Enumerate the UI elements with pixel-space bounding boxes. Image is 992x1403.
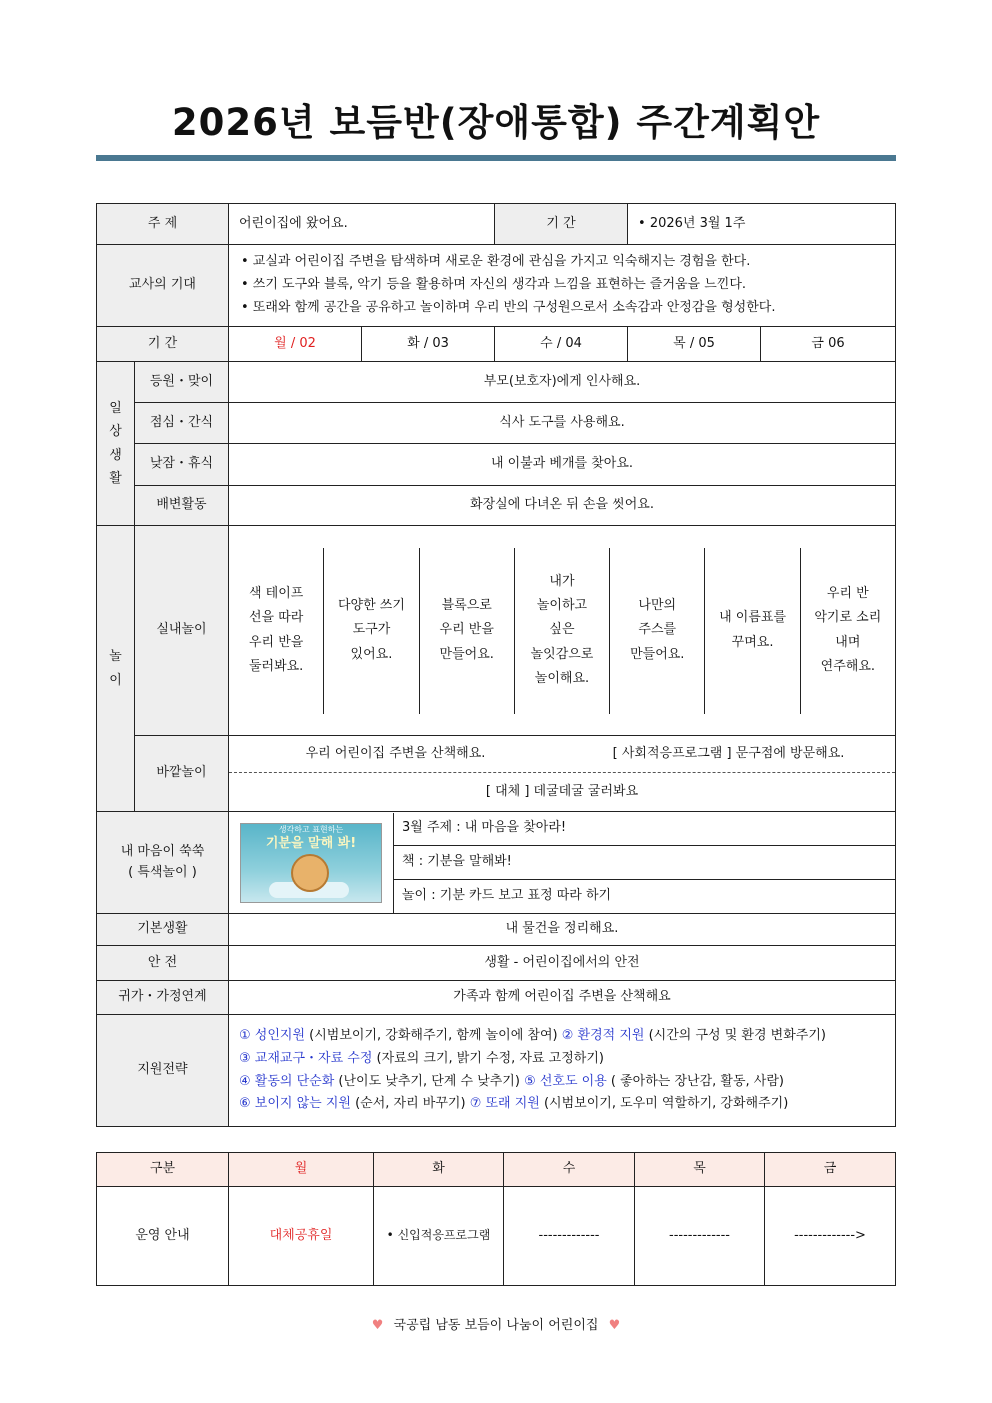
- safety-label: 안 전: [97, 946, 229, 981]
- footer-text: 국공립 남동 보듬이 나눔이 어린이집: [393, 1318, 599, 1333]
- strategy-line: ④ 활동의 단순화 (난이도 낮추기, 단계 수 낮추기) ⑤ 선호도 이용 ( 좋아하는 장난감, 활동, 사람): [239, 1073, 784, 1089]
- days-label: 기 간: [97, 327, 229, 362]
- daily-label: 낮잠・휴식: [135, 444, 229, 486]
- daily-label: 배변활동: [135, 486, 229, 526]
- strategy-label: 지원전략: [97, 1015, 229, 1127]
- ops-header: 목: [635, 1153, 765, 1187]
- outdoor-alternative: [ 대체 ] 데굴데굴 굴러봐요: [485, 783, 639, 799]
- ops-thu: -------------: [635, 1187, 765, 1286]
- daily-label: 점심・간식: [135, 403, 229, 444]
- teacher-line: • 쓰기 도구와 블록, 악기 등을 활용하며 자신의 생각과 느낌을 표현하는 즐거움을 느낀다.: [241, 277, 747, 293]
- basic-value: 내 물건을 정리해요.: [229, 914, 896, 946]
- strategy-line: ① 성인지원 (시범보이기, 강화해주기, 함께 놀이에 참여) ② 환경적 지원 (시간의 구성 및 환경 변화주기): [239, 1028, 826, 1043]
- indoor-play-item: 내가 놀이하고 싶은 놀잇감으로 놀이해요.: [515, 548, 610, 714]
- daily-value: 화장실에 다녀온 뒤 손을 씻어요.: [229, 486, 896, 526]
- ops-row-label: 운영 안내: [97, 1187, 229, 1286]
- special-label: 내 마음이 쑥쑥 ( 특색놀이 ): [97, 812, 229, 914]
- daily-value: 부모(보호자)에게 인사해요.: [229, 362, 896, 403]
- strategy-line: ⑥ 보이지 않는 지원 (순서, 자리 바꾸기) ⑦ 또래 지원 (시범보이기, 도우미 역할하기, 강화해주기): [239, 1096, 789, 1112]
- basic-label: 기본생활: [97, 914, 229, 946]
- theme-value: 어린이집에 왔어요.: [229, 204, 495, 245]
- heart-icon: ♥: [371, 1318, 384, 1333]
- special-theme: 3월 주제 : 내 마음을 찾아라!: [394, 813, 895, 847]
- safety-value: 생활 - 어린이집에서의 안전: [229, 946, 896, 981]
- ops-header: 금: [765, 1153, 896, 1187]
- page-title: 2026년 보듬반(장애통합) 주간계획안: [171, 101, 821, 144]
- ops-tue: • 신입적응프로그램: [374, 1187, 504, 1286]
- ops-header: 구분: [97, 1153, 229, 1187]
- indoor-play-item: 내 이름표를 꾸며요.: [705, 548, 800, 714]
- period-label: 기 간: [495, 204, 628, 245]
- special-book: 책 : 기분을 말해봐!: [394, 846, 895, 880]
- weekly-plan-table: [96, 203, 896, 1127]
- indoor-play-item: 다양한 쓰기 도구가 있어요.: [324, 548, 419, 714]
- play-group: 놀 이: [97, 526, 135, 812]
- outdoor-plays: [229, 736, 896, 812]
- day-mon: 월 / 02: [229, 327, 362, 362]
- day-tue: 화 / 03: [362, 327, 495, 362]
- teacher-label: 교사의 기대: [97, 245, 229, 327]
- home-value: 가족과 함께 어린이집 주변을 산책해요: [229, 981, 896, 1015]
- special-activity: 놀이 : 기분 카드 보고 표정 따라 하기: [402, 887, 612, 903]
- teacher-line: • 교실과 어린이집 주변을 탐색하며 새로운 환경에 관심을 가지고 익숙해지는 경험을 한다.: [241, 254, 751, 270]
- ops-header: 화: [374, 1153, 504, 1187]
- home-label: 귀가・가정연계: [97, 981, 229, 1015]
- strategy-list: [229, 1015, 896, 1127]
- daily-value: 식사 도구를 사용해요.: [229, 403, 896, 444]
- daily-label: 등원・맞이: [135, 362, 229, 403]
- ops-header: 수: [504, 1153, 635, 1187]
- indoor-play-item: 우리 반 악기로 소리 내며 연주해요.: [814, 586, 882, 674]
- title-underline: [96, 155, 896, 161]
- outdoor-label: 바깥놀이: [135, 736, 229, 812]
- operation-table: [96, 1152, 896, 1286]
- indoor-play-item: 블록으로 우리 반을 만들어요.: [420, 548, 515, 714]
- teacher-line: • 또래와 함께 공간을 공유하고 놀이하며 우리 반의 구성원으로서 소속감과 안정감을 형성한다.: [241, 299, 776, 315]
- bear-illustration: [291, 854, 329, 892]
- theme-label: 주 제: [97, 204, 229, 245]
- indoor-label: 실내놀이: [135, 526, 229, 736]
- heart-icon: ♥: [608, 1318, 621, 1333]
- ops-fri: ------------->: [765, 1187, 896, 1286]
- period-value: • 2026년 3월 1주: [628, 204, 896, 245]
- book-cover-image: 생각하고 표현하는 기분을 말해 봐!: [240, 823, 382, 903]
- ops-wed: -------------: [504, 1187, 635, 1286]
- daily-value: 내 이불과 베개를 찾아요.: [229, 444, 896, 486]
- ops-header: 월: [229, 1153, 374, 1187]
- strategy-line: ③ 교재교구・자료 수정 (자료의 크기, 밝기 수정, 자료 고정하기): [239, 1050, 604, 1066]
- special-play: [229, 812, 896, 914]
- footer: [0, 1314, 992, 1333]
- day-fri: 금 06: [761, 327, 896, 362]
- outdoor-program: [ 사회적응프로그램 ] 문구점에 방문해요.: [612, 745, 845, 761]
- day-wed: 수 / 04: [495, 327, 628, 362]
- teacher-expectations: [229, 245, 896, 327]
- indoor-play-item: 색 테이프 선을 따라 우리 반을 둘러봐요.: [229, 548, 324, 714]
- daily-life-group: 일 상 생 활: [97, 362, 135, 526]
- ops-mon: 대체공휴일: [229, 1187, 374, 1286]
- day-thu: 목 / 05: [628, 327, 761, 362]
- indoor-play-item: 나만의 주스를 만들어요.: [610, 548, 705, 714]
- outdoor-walk: 우리 어린이집 주변을 산책해요.: [305, 745, 486, 761]
- indoor-plays: [229, 526, 896, 736]
